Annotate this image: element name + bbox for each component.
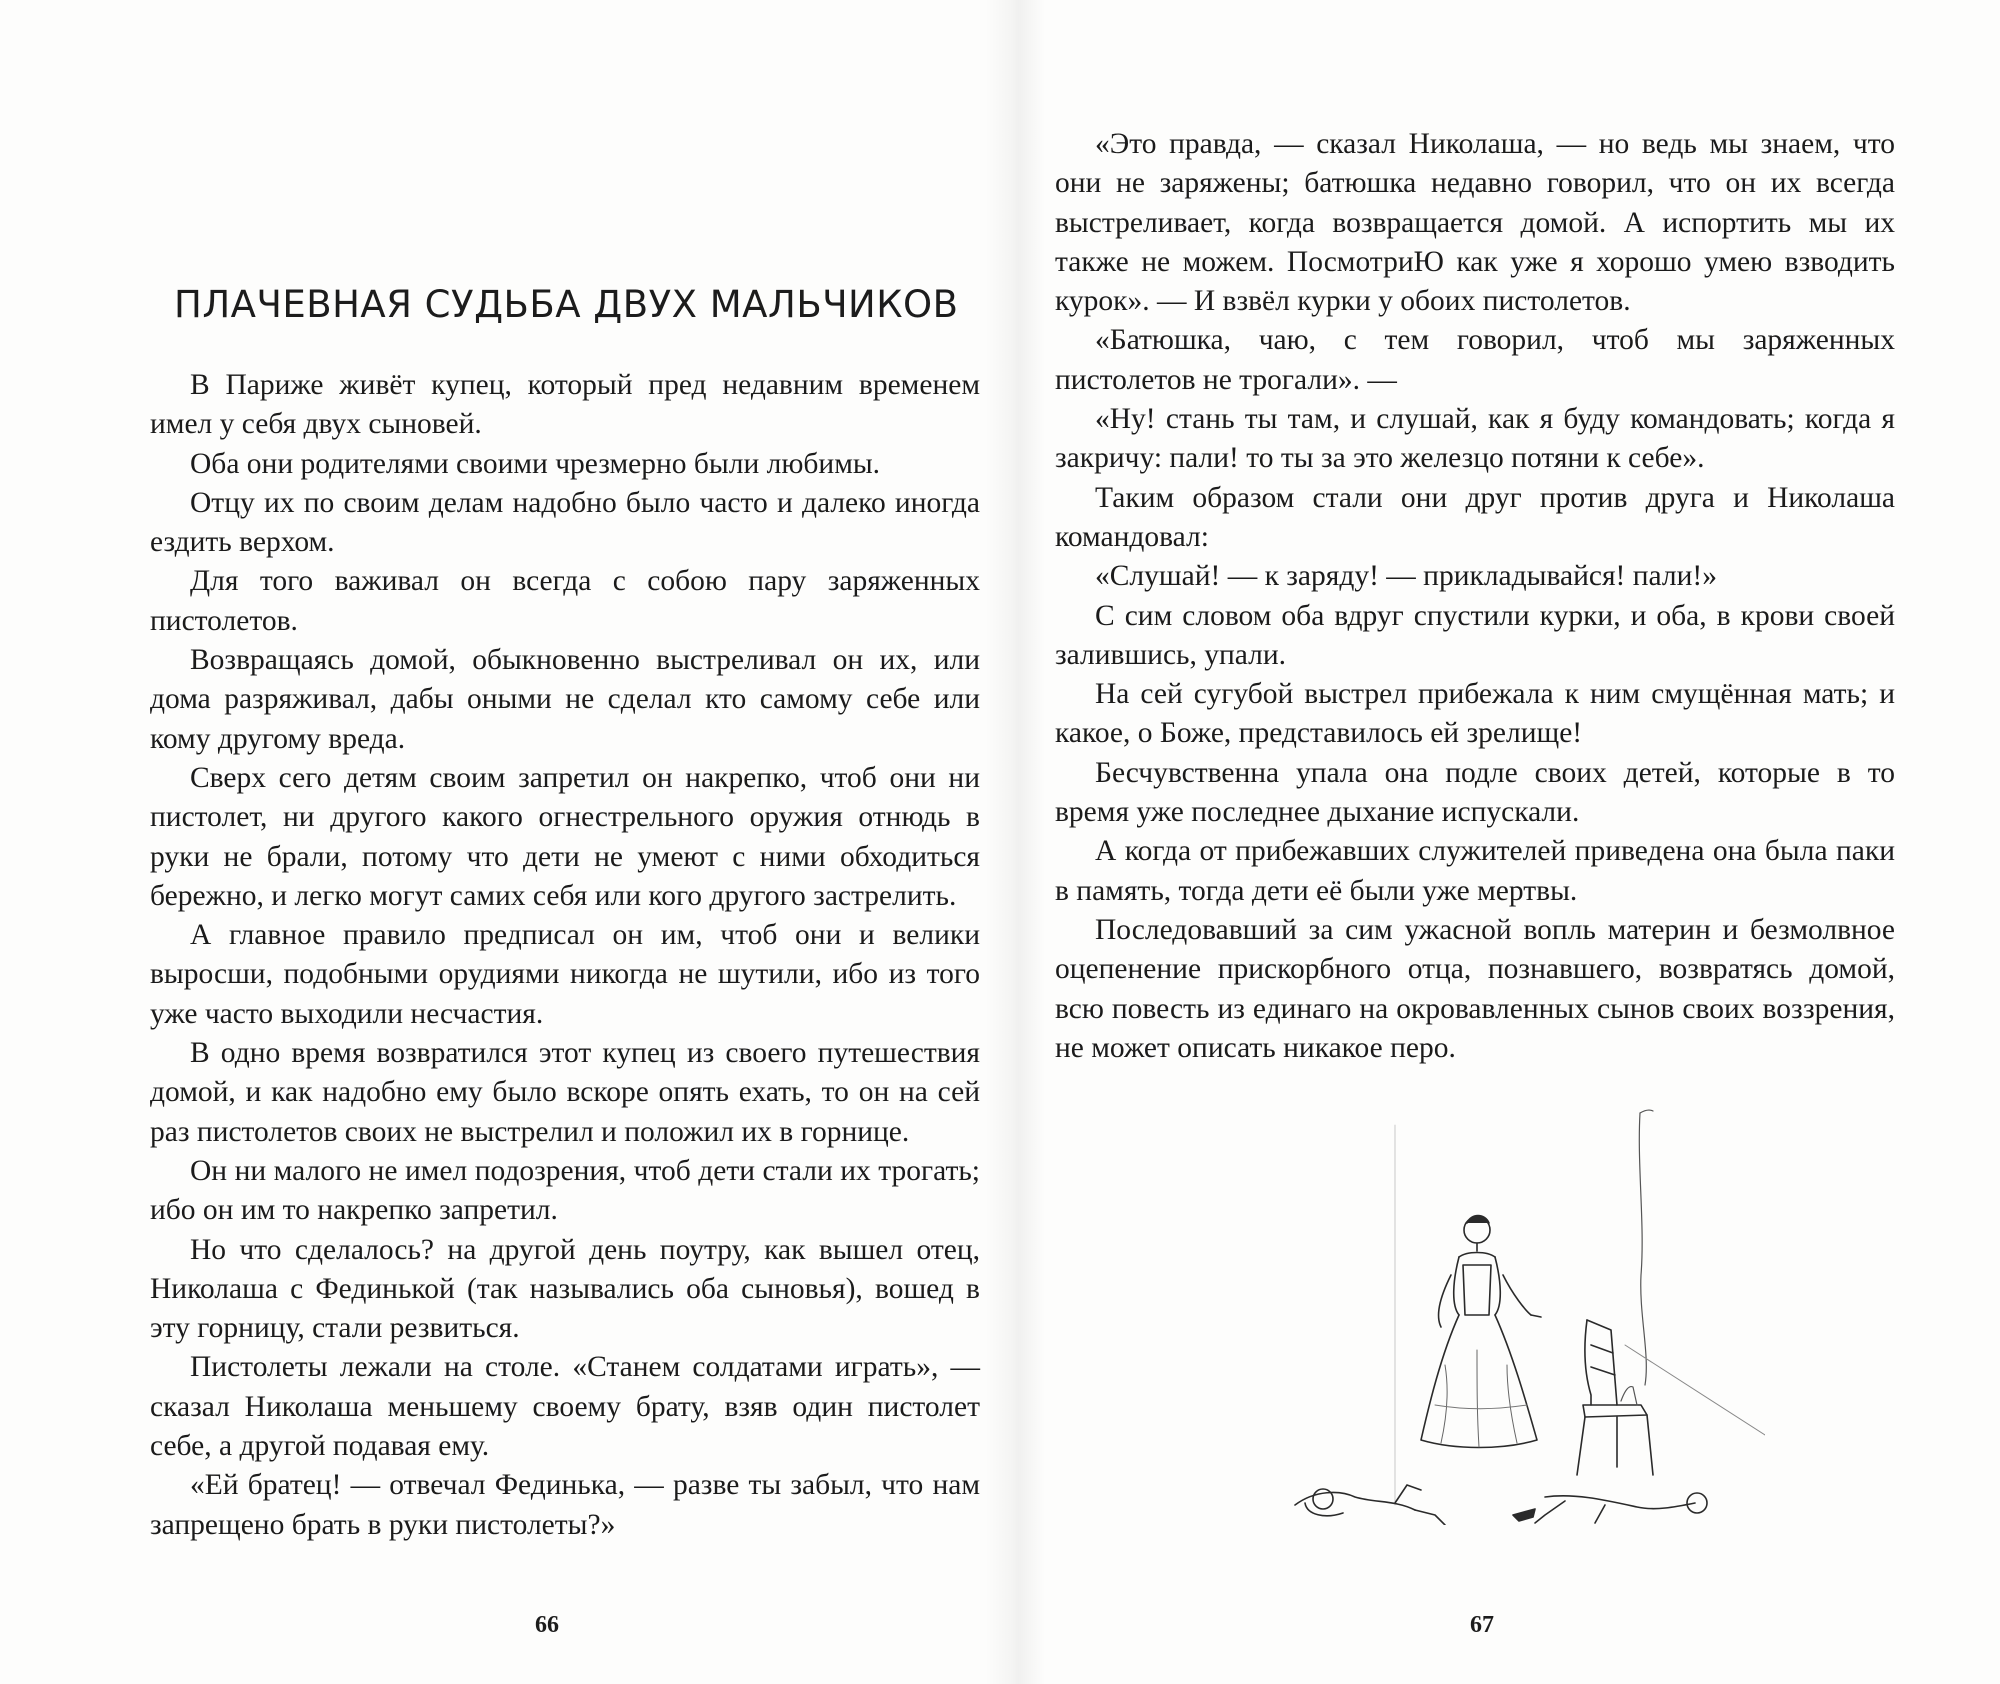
paragraph: Для того важивал он всегда с собою пару заряженных пистолетов. (150, 565, 980, 637)
paragraph: «Ну! стань ты там, и слушай, как я буду командовать; когда я закричу: пали! то ты за это железцо потяни к себе». (1055, 403, 1895, 475)
book-gutter (985, 0, 1045, 1684)
paragraph: А когда от прибежавших служителей приведена она была паки в память, тогда дети её были уже мертвы. (1055, 835, 1895, 907)
illustration-mother-and-boys (1245, 1105, 1765, 1525)
paragraph: Таким образом стали они друг против друга и Николаша командовал: (1055, 481, 1895, 553)
paragraph: Сверх сего детям своим запретил он накрепко, чтоб они ни пистолет, ни другого какого огнестрельного оружия отнюдь в руки не брали, потому что дети не умеют с ними обходиться бережно, и легко могут самих себя или кого другого застрелить. (150, 761, 980, 912)
left-page (150, 0, 980, 1684)
paragraph: Возвращаясь домой, обыкновенно выстреливал он их, или дома разряживал, дабы оными не сделал кто самому себе или кому другому вреда. (150, 644, 980, 755)
paragraph: Оба они родителями своими чрезмерно были любимы. (190, 447, 881, 480)
paragraph: Бесчувственна упала она подле своих детей, которые в то время уже последнее дыхание испускали. (1055, 756, 1895, 829)
right-page-text (1055, 125, 1895, 1068)
paragraph: Пистолеты лежали на столе. «Станем солдатами играть», — сказал Николаша меньшему своему брату, взяв один пистолет себе, а другой подавая ему. (150, 1351, 980, 1463)
chapter-title: ПЛАЧЕВНАЯ СУДЬБА ДВУХ МАЛЬЧИКОВ (174, 283, 959, 326)
paragraph: Он ни малого не имел подозрения, чтоб дети стали их трогать; ибо он им то накрепко запретил. (150, 1154, 980, 1227)
paragraph: А главное правило предписал он им, чтоб они и велики выросши, подобными орудиями никогда не шутили, ибо из того уже часто выходили несчастия. (150, 919, 980, 1030)
paragraph: «Ей братец! — отвечал Фединька, — разве ты забыл, что нам запрещено брать в руки пистолеты?» (150, 1469, 980, 1541)
right-page (1055, 0, 1895, 1684)
paragraph: В Париже живёт купец, который пред недавним временем имел у себя двух сыновей. (150, 369, 980, 441)
paragraph: Отцу их по своим делам надобно было часто и далеко иногда ездить верхом. (150, 486, 980, 559)
paragraph: «Слушай! — к заряду! — прикладывайся! пали!» (1095, 560, 1717, 593)
paragraph: Последовавший за сим ужасной вопль материн и безмолвное оцепенение прискорбного отца, познавшего, возвратясь домой, всю повесть из единаго на окровавленных сынов своих воззрения, не может описать никакое перо. (1055, 913, 1895, 1064)
left-page-text (150, 366, 980, 1545)
page-number-right: 67 (1470, 1612, 1494, 1638)
page-number-left: 66 (535, 1612, 559, 1638)
paragraph: На сей сугубой выстрел прибежала к ним смущённая мать; и какое, о Боже, представилось ей зрелище! (1055, 678, 1895, 750)
paragraph: «Это правда, — сказал Николаша, — но ведь мы знаем, что они не заряжены; батюшка недавно говорил, что он их всегда выстреливает, когда возвращается домой. А испортить мы их также не можем. ПосмотриЮ как уже я хорошо умею взводить курок». — И взвёл курки у обоих пистолетов. (1055, 128, 1895, 318)
paragraph: «Батюшка, чаю, с тем говорил, чтоб мы заряженных пистолетов не трогали». — (1055, 324, 1895, 396)
paragraph: С сим словом оба вдруг спустили курки, и оба, в крови своей залившись, упали. (1055, 599, 1895, 671)
paragraph: Но что сделалось? на другой день поутру, как вышел отец, Николаша с Фединькой (так назывались оба сыновья), вошед в эту горницу, стали резвиться. (150, 1233, 980, 1345)
paragraph: В одно время возвратился этот купец из своего путешествия домой, и как надобно ему было вскоре опять ехать, то он на сей раз пистолетов своих не выстрелил и положил их в горнице. (150, 1037, 980, 1148)
